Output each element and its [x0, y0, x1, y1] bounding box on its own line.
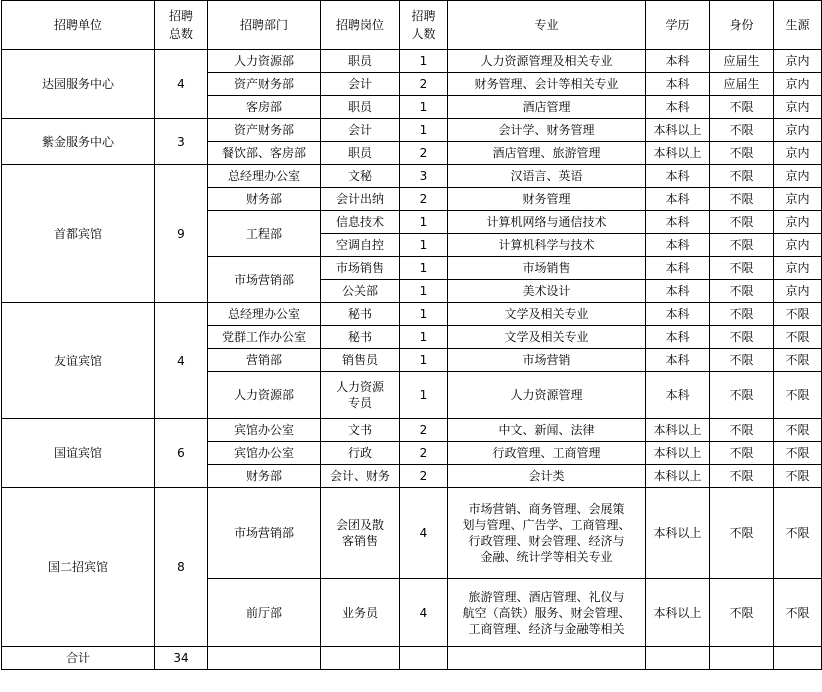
unit-total: 8	[155, 488, 208, 647]
header-major: 专业	[448, 1, 646, 50]
post-cell: 会计	[321, 73, 400, 96]
unit-total: 4	[155, 303, 208, 419]
count-cell: 1	[400, 303, 448, 326]
count-cell: 4	[400, 579, 448, 647]
post-cell: 文秘	[321, 165, 400, 188]
count-cell: 1	[400, 50, 448, 73]
empty-cell	[321, 647, 400, 670]
empty-cell	[208, 647, 321, 670]
edu-cell: 本科	[646, 50, 710, 73]
count-cell: 1	[400, 211, 448, 234]
post-cell: 公关部	[321, 280, 400, 303]
major-cell: 旅游管理、酒店管理、礼仪与 航空（高铁）服务、财会管理、 工商管理、经济与金融等相关	[448, 579, 646, 647]
post-cell: 会团及散 客销售	[321, 488, 400, 579]
edu-cell: 本科以上	[646, 579, 710, 647]
origin-cell: 京内	[774, 96, 822, 119]
unit-name: 国二招宾馆	[2, 488, 155, 647]
empty-cell	[400, 647, 448, 670]
major-cell: 中文、新闻、法律	[448, 419, 646, 442]
identity-cell: 不限	[710, 165, 774, 188]
dept-cell: 资产财务部	[208, 73, 321, 96]
table-row	[2, 419, 822, 442]
identity-cell: 应届生	[710, 73, 774, 96]
dept-cell: 市场营销部	[208, 488, 321, 579]
dept-cell: 财务部	[208, 188, 321, 211]
origin-cell: 京内	[774, 142, 822, 165]
header-identity: 身份	[710, 1, 774, 50]
edu-cell: 本科	[646, 257, 710, 280]
origin-cell: 京内	[774, 211, 822, 234]
recruitment-table	[1, 0, 822, 670]
edu-cell: 本科以上	[646, 142, 710, 165]
header-origin: 生源	[774, 1, 822, 50]
count-cell: 2	[400, 73, 448, 96]
dept-cell: 营销部	[208, 349, 321, 372]
dept-cell: 客房部	[208, 96, 321, 119]
major-cell: 财务管理	[448, 188, 646, 211]
origin-cell: 不限	[774, 579, 822, 647]
post-cell: 信息技术	[321, 211, 400, 234]
header-row	[2, 1, 822, 50]
empty-cell	[710, 647, 774, 670]
post-cell: 职员	[321, 50, 400, 73]
dept-cell: 宾馆办公室	[208, 419, 321, 442]
origin-cell: 不限	[774, 303, 822, 326]
unit-name: 紫金服务中心	[2, 119, 155, 165]
identity-cell: 不限	[710, 303, 774, 326]
dept-cell: 工程部	[208, 211, 321, 257]
identity-cell: 不限	[710, 326, 774, 349]
edu-cell: 本科以上	[646, 465, 710, 488]
major-cell: 文学及相关专业	[448, 303, 646, 326]
identity-cell: 不限	[710, 211, 774, 234]
identity-cell: 应届生	[710, 50, 774, 73]
edu-cell: 本科	[646, 211, 710, 234]
origin-cell: 不限	[774, 465, 822, 488]
origin-cell: 不限	[774, 326, 822, 349]
unit-total: 3	[155, 119, 208, 165]
dept-cell: 总经理办公室	[208, 303, 321, 326]
table-row	[2, 50, 822, 73]
major-cell: 计算机科学与技术	[448, 234, 646, 257]
major-cell: 酒店管理	[448, 96, 646, 119]
origin-cell: 京内	[774, 188, 822, 211]
count-cell: 1	[400, 372, 448, 419]
identity-cell: 不限	[710, 419, 774, 442]
identity-cell: 不限	[710, 257, 774, 280]
edu-cell: 本科	[646, 234, 710, 257]
edu-cell: 本科以上	[646, 442, 710, 465]
post-cell: 秘书	[321, 326, 400, 349]
unit-total: 9	[155, 165, 208, 303]
major-cell: 汉语言、英语	[448, 165, 646, 188]
origin-cell: 不限	[774, 419, 822, 442]
edu-cell: 本科	[646, 188, 710, 211]
table-row	[2, 303, 822, 326]
major-cell: 会计学、财务管理	[448, 119, 646, 142]
edu-cell: 本科	[646, 280, 710, 303]
identity-cell: 不限	[710, 349, 774, 372]
dept-cell: 财务部	[208, 465, 321, 488]
dept-cell: 前厅部	[208, 579, 321, 647]
unit-name: 友谊宾馆	[2, 303, 155, 419]
post-cell: 职员	[321, 96, 400, 119]
major-cell: 财务管理、会计等相关专业	[448, 73, 646, 96]
empty-cell	[774, 647, 822, 670]
dept-cell: 餐饮部、客房部	[208, 142, 321, 165]
unit-total: 6	[155, 419, 208, 488]
origin-cell: 京内	[774, 119, 822, 142]
post-cell: 行政	[321, 442, 400, 465]
count-cell: 2	[400, 442, 448, 465]
count-cell: 1	[400, 96, 448, 119]
count-cell: 2	[400, 465, 448, 488]
post-cell: 人力资源 专员	[321, 372, 400, 419]
identity-cell: 不限	[710, 488, 774, 579]
total-value: 34	[155, 647, 208, 670]
dept-cell: 资产财务部	[208, 119, 321, 142]
origin-cell: 京内	[774, 234, 822, 257]
major-cell: 会计类	[448, 465, 646, 488]
post-cell: 职员	[321, 142, 400, 165]
origin-cell: 不限	[774, 349, 822, 372]
header-edu: 学历	[646, 1, 710, 50]
major-cell: 行政管理、工商管理	[448, 442, 646, 465]
edu-cell: 本科以上	[646, 488, 710, 579]
major-cell: 市场销售	[448, 257, 646, 280]
post-cell: 销售员	[321, 349, 400, 372]
origin-cell: 京内	[774, 165, 822, 188]
identity-cell: 不限	[710, 188, 774, 211]
origin-cell: 京内	[774, 50, 822, 73]
count-cell: 1	[400, 234, 448, 257]
count-cell: 1	[400, 349, 448, 372]
dept-cell: 市场营销部	[208, 257, 321, 303]
edu-cell: 本科	[646, 96, 710, 119]
identity-cell: 不限	[710, 280, 774, 303]
origin-cell: 不限	[774, 372, 822, 419]
edu-cell: 本科	[646, 73, 710, 96]
unit-name: 国谊宾馆	[2, 419, 155, 488]
empty-cell	[448, 647, 646, 670]
dept-cell: 党群工作办公室	[208, 326, 321, 349]
header-count: 招聘 人数	[400, 1, 448, 50]
post-cell: 秘书	[321, 303, 400, 326]
identity-cell: 不限	[710, 96, 774, 119]
dept-cell: 总经理办公室	[208, 165, 321, 188]
identity-cell: 不限	[710, 142, 774, 165]
post-cell: 市场销售	[321, 257, 400, 280]
count-cell: 4	[400, 488, 448, 579]
total-row	[2, 647, 822, 670]
dept-cell: 宾馆办公室	[208, 442, 321, 465]
identity-cell: 不限	[710, 372, 774, 419]
unit-name: 首都宾馆	[2, 165, 155, 303]
major-cell: 人力资源管理及相关专业	[448, 50, 646, 73]
edu-cell: 本科	[646, 326, 710, 349]
header-total: 招聘 总数	[155, 1, 208, 50]
origin-cell: 京内	[774, 257, 822, 280]
header-dept: 招聘部门	[208, 1, 321, 50]
table-row	[2, 488, 822, 579]
major-cell: 市场营销、商务管理、会展策 划与管理、广告学、工商管理、 行政管理、财会管理、经济与 金融、统计学等相关专业	[448, 488, 646, 579]
post-cell: 业务员	[321, 579, 400, 647]
identity-cell: 不限	[710, 579, 774, 647]
total-label: 合计	[2, 647, 155, 670]
origin-cell: 京内	[774, 280, 822, 303]
identity-cell: 不限	[710, 465, 774, 488]
unit-total: 4	[155, 50, 208, 119]
edu-cell: 本科以上	[646, 419, 710, 442]
table-row	[2, 165, 822, 188]
edu-cell: 本科	[646, 349, 710, 372]
post-cell: 会计出纳	[321, 188, 400, 211]
origin-cell: 不限	[774, 488, 822, 579]
edu-cell: 本科	[646, 165, 710, 188]
table-row	[2, 119, 822, 142]
origin-cell: 不限	[774, 442, 822, 465]
edu-cell: 本科	[646, 372, 710, 419]
major-cell: 人力资源管理	[448, 372, 646, 419]
edu-cell: 本科以上	[646, 119, 710, 142]
post-cell: 空调自控	[321, 234, 400, 257]
count-cell: 2	[400, 419, 448, 442]
origin-cell: 京内	[774, 73, 822, 96]
post-cell: 会计、财务	[321, 465, 400, 488]
major-cell: 计算机网络与通信技术	[448, 211, 646, 234]
count-cell: 1	[400, 326, 448, 349]
identity-cell: 不限	[710, 442, 774, 465]
major-cell: 市场营销	[448, 349, 646, 372]
count-cell: 1	[400, 280, 448, 303]
unit-name: 达园服务中心	[2, 50, 155, 119]
empty-cell	[646, 647, 710, 670]
header-post: 招聘岗位	[321, 1, 400, 50]
count-cell: 3	[400, 165, 448, 188]
edu-cell: 本科	[646, 303, 710, 326]
count-cell: 2	[400, 188, 448, 211]
count-cell: 1	[400, 257, 448, 280]
major-cell: 酒店管理、旅游管理	[448, 142, 646, 165]
identity-cell: 不限	[710, 119, 774, 142]
major-cell: 文学及相关专业	[448, 326, 646, 349]
major-cell: 美术设计	[448, 280, 646, 303]
identity-cell: 不限	[710, 234, 774, 257]
header-unit: 招聘单位	[2, 1, 155, 50]
dept-cell: 人力资源部	[208, 372, 321, 419]
dept-cell: 人力资源部	[208, 50, 321, 73]
count-cell: 1	[400, 119, 448, 142]
count-cell: 2	[400, 142, 448, 165]
post-cell: 文书	[321, 419, 400, 442]
post-cell: 会计	[321, 119, 400, 142]
